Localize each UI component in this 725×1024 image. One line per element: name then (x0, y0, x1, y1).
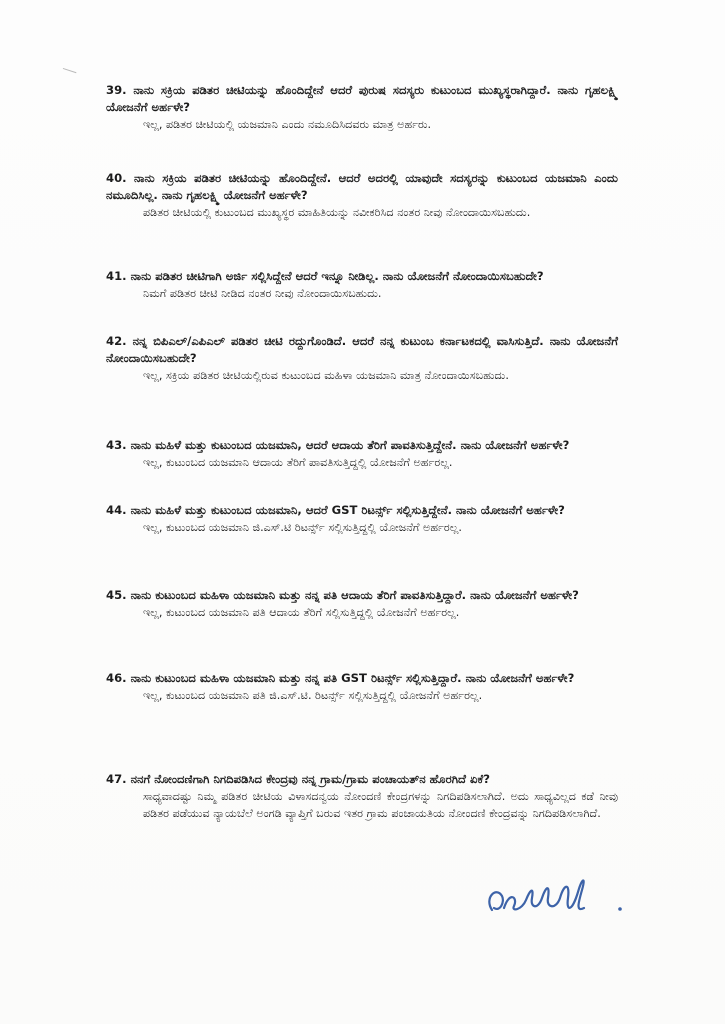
faq-item-41 (106, 268, 618, 302)
faq-answer: ಇಲ್ಲ, ಕುಟುಂಬದ ಯಜಮಾನಿ ಪತಿ ಆದಾಯ ತೆರಿಗೆ ಸಲ್ಲಿಸುತ್ತಿದ್ದಲ್ಲಿ ಯೋಜನೆಗೆ ಅರ್ಹರಲ್ಲ. (143, 606, 460, 619)
faq-answer: ಇಲ್ಲ, ಕುಟುಂಬದ ಯಜಮಾನಿ ಜಿ.ಎಸ್.ಟಿ ರಿಟರ್ನ್ಸ್ ಸಲ್ಲಿಸುತ್ತಿದ್ದಲ್ಲಿ ಯೋಜನೆಗೆ ಅರ್ಹರಲ್ಲ. (143, 521, 462, 534)
faq-answer: ನಿಮಗೆ ಪಡಿತರ ಚೀಟಿ ನೀಡಿದ ನಂತರ ನೀವು ನೋಂದಾಯಿಸಬಹುದು. (143, 287, 382, 300)
faq-question: 42. ನನ್ನ ಬಿಪಿಎಲ್/ಎಪಿಎಲ್ ಪಡಿತರ ಚೀಟಿ ರದ್ದುಗೊಂಡಿದೆ. ಆದರೆ ನನ್ನ ಕುಟುಂಬ ಕರ್ನಾಟಕದಲ್ಲಿ ವಾಸಿಸುತ್ತಿದೆ. ನಾನು ಯೋಜನೆಗೆ ನೋಂದಾಯಿಸಬಹುದೇ? (106, 334, 618, 365)
faq-item-39 (106, 82, 618, 133)
faq-answer: ಇಲ್ಲ, ಕುಟುಂಬದ ಯಜಮಾನಿ ಆದಾಯ ತೆರಿಗೆ ಪಾವತಿಸುತ್ತಿದ್ದಲ್ಲಿ ಯೋಜನೆಗೆ ಅರ್ಹರಲ್ಲ. (143, 456, 453, 469)
scan-artifact-mark (62, 68, 77, 77)
faq-question: 47. ನನಗೆ ನೋಂದಣಿಗಾಗಿ ನಿಗದಿಪಡಿಸಿದ ಕೇಂದ್ರವು ನನ್ನ ಗ್ರಾಮ/ಗ್ರಾಮ ಪಂಚಾಯತ್‌ನ ಹೊರಗಿದೆ ಏಕೆ? (106, 772, 490, 786)
faq-question: 46. ನಾನು ಕುಟುಂಬದ ಮಹಿಳಾ ಯಜಮಾನಿ ಮತ್ತು ನನ್ನ ಪತಿ GST ರಿಟರ್ನ್ಸ್ ಸಲ್ಲಿಸುತ್ತಿದ್ದಾರೆ. ನಾನು ಯೋಜನೆಗೆ ಅರ್ಹಳೇ? (106, 671, 575, 685)
faq-answer: ಸಾಧ್ಯವಾದಷ್ಟು ನಿಮ್ಮ ಪಡಿತರ ಚೀಟಿಯ ವಿಳಾಸದನ್ವಯ ನೋಂದಣಿ ಕೇಂದ್ರಗಳನ್ನು ನಿಗದಿಪಡಿಸಲಾಗಿದೆ. ಅದು ಸಾಧ್ಯವಿಲ್ಲದ ಕಡೆ ನೀವು ಪಡಿತರ ಪಡೆಯುವ ನ್ಯಾಯಬೆಲೆ ಅಂಗಡಿ ವ್ಯಾಪ್ತಿಗೆ ಬರುವ ಇತರ ಗ್ರಾಮ ಪಂಚಾಯತಿಯ ನೋಂದಣಿ ಕೇಂದ್ರವನ್ನು ನಿಗದಿಪಡಿಸಲಾಗಿದೆ. (143, 790, 618, 820)
faq-item-42 (106, 333, 618, 384)
faq-answer: ಇಲ್ಲ, ಪಡಿತರ ಚೀಟಿಯಲ್ಲಿ ಯಜಮಾನಿ ಎಂದು ನಮೂದಿಸಿದವರು ಮಾತ್ರ ಅರ್ಹರು. (143, 118, 432, 131)
faq-item-43 (106, 437, 618, 471)
faq-question: 44. ನಾನು ಮಹಿಳೆ ಮತ್ತು ಕುಟುಂಬದ ಯಜಮಾನಿ, ಆದರೆ GST ರಿಟರ್ನ್ಸ್ ಸಲ್ಲಿಸುತ್ತಿದ್ದೇನೆ. ನಾನು ಯೋಜನೆಗೆ ಅರ್ಹಳೇ? (106, 503, 565, 517)
faq-item-40 (106, 170, 618, 221)
faq-question: 39. ನಾನು ಸಕ್ರಿಯ ಪಡಿತರ ಚೀಟಿಯನ್ನು ಹೊಂದಿದ್ದೇನೆ ಆದರೆ ಪುರುಷ ಸದಸ್ಯರು ಕುಟುಂಬದ ಮುಖ್ಯಸ್ಥರಾಗಿದ್ದಾರೆ. ನಾನು ಗೃಹಲಕ್ಷ್ಮಿ ಯೋಜನೆಗೆ ಅರ್ಹಳೇ? (106, 83, 618, 114)
faq-answer: ಇಲ್ಲ, ಕುಟುಂಬದ ಯಜಮಾನಿ ಪತಿ ಜಿ.ಎಸ್.ಟಿ. ರಿಟರ್ನ್ಸ್ ಸಲ್ಲಿಸುತ್ತಿದ್ದಲ್ಲಿ ಯೋಜನೆಗೆ ಅರ್ಹರಲ್ಲ. (143, 689, 483, 702)
faq-question: 40. ನಾನು ಸಕ್ರಿಯ ಪಡಿತರ ಚೀಟಿಯನ್ನು ಹೊಂದಿದ್ದೇನೆ. ಆದರೆ ಅದರಲ್ಲಿ ಯಾವುದೇ ಸದಸ್ಯರನ್ನು ಕುಟುಂಬದ ಯಜಮಾನಿ ಎಂದು ನಮೂದಿಸಿಲ್ಲ. ನಾನು ಗೃಹಲಕ್ಷ್ಮಿ ಯೋಜನೆಗೆ ಅರ್ಹಳೇ? (106, 171, 618, 202)
faq-item-45 (106, 587, 618, 621)
faq-answer: ಪಡಿತರ ಚೀಟಿಯಲ್ಲಿ ಕುಟುಂಬದ ಮುಖ್ಯಸ್ಥರ ಮಾಹಿತಿಯನ್ನು ನವೀಕರಿಸಿದ ನಂತರ ನೀವು ನೋಂದಾಯಿಸಬಹುದು. (143, 206, 531, 219)
handwritten-signature (478, 868, 638, 928)
faq-item-44 (106, 502, 618, 536)
faq-question: 43. ನಾನು ಮಹಿಳೆ ಮತ್ತು ಕುಟುಂಬದ ಯಜಮಾನಿ, ಆದರೆ ಆದಾಯ ತೆರಿಗೆ ಪಾವತಿಸುತ್ತಿದ್ದೇನೆ. ನಾನು ಯೋಜನೆಗೆ ಅರ್ಹಳೇ? (106, 438, 570, 452)
faq-item-47 (106, 771, 618, 822)
faq-question: 45. ನಾನು ಕುಟುಂಬದ ಮಹಿಳಾ ಯಜಮಾನಿ ಮತ್ತು ನನ್ನ ಪತಿ ಆದಾಯ ತೆರಿಗೆ ಪಾವತಿಸುತ್ತಿದ್ದಾರೆ. ನಾನು ಯೋಜನೆಗೆ ಅರ್ಹಳೇ? (106, 588, 579, 602)
faq-answer: ಇಲ್ಲ, ಸಕ್ರಿಯ ಪಡಿತರ ಚೀಟಿಯಲ್ಲಿರುವ ಕುಟುಂಬದ ಮಹಿಳಾ ಯಜಮಾನಿ ಮಾತ್ರ ನೋಂದಾಯಿಸಬಹುದು. (143, 369, 509, 382)
faq-item-46 (106, 670, 618, 704)
faq-question: 41. ನಾನು ಪಡಿತರ ಚೀಟಿಗಾಗಿ ಅರ್ಜಿ ಸಲ್ಲಿಸಿದ್ದೇನೆ ಆದರೆ ಇನ್ನೂ ನೀಡಿಲ್ಲ. ನಾನು ಯೋಜನೆಗೆ ನೋಂದಾಯಿಸಬಹುದೇ? (106, 269, 544, 283)
